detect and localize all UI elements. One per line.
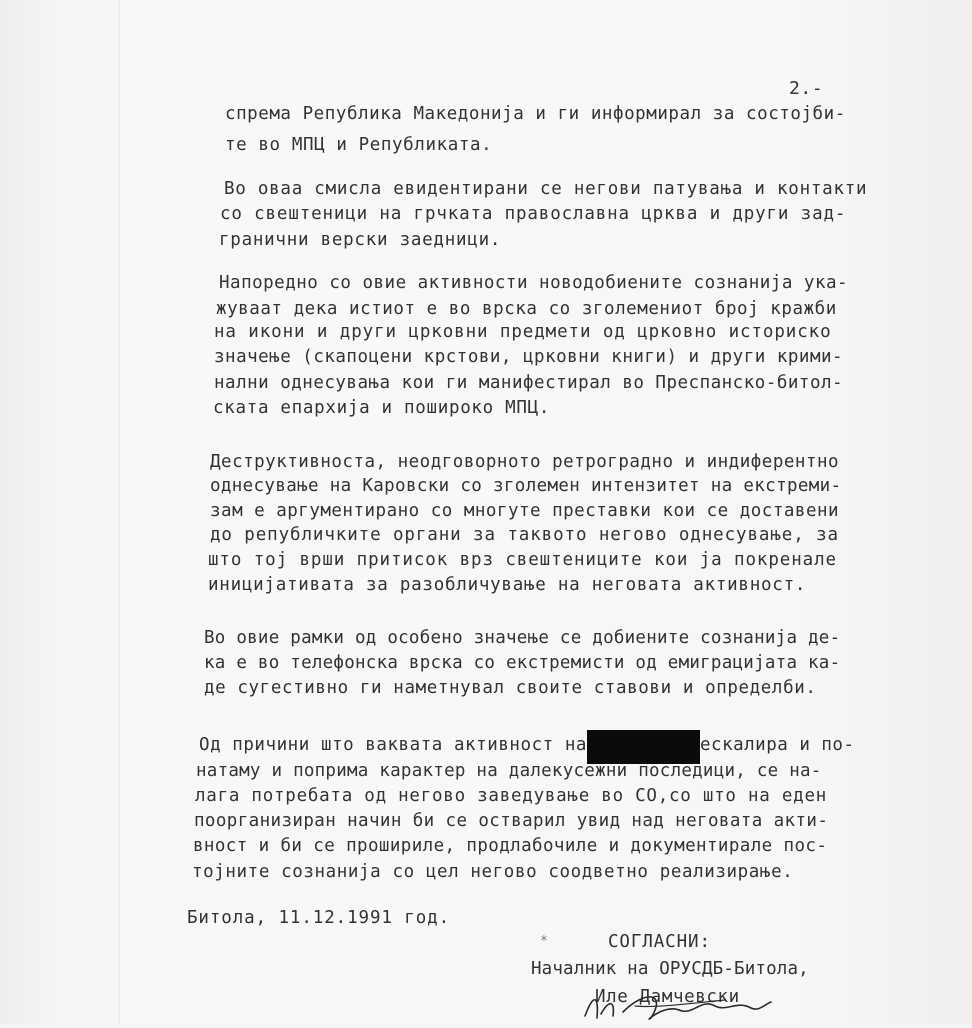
paragraph-5-line-3: де сугестивно ги наметнувал своите ставови и определби.	[204, 678, 817, 698]
paragraph-5-line-1: Во овие рамки од особено значење се добиените сознанија де-	[204, 628, 841, 648]
paragraph-4-line-1: Деструктивноста, неодговорното ретроградно и индиферентно	[210, 452, 840, 472]
paragraph-6-line-1-start: Од причини што ваквата активност на	[199, 735, 588, 755]
paragraph-4-line-6: иницијативата за разобличување на неговата активност.	[208, 575, 807, 595]
agreed-heading: СОГЛАСНИ:	[608, 932, 711, 952]
paragraph-4-line-3: зам е аргументирано со многуте преставки кои се доставени	[210, 501, 840, 521]
paragraph-3-line-2: жуваат дека истиот е во врска со зголемениот број кражби	[216, 299, 837, 319]
paragraph-3-line-6: ската епархија и пошироко МПЦ.	[213, 398, 551, 418]
redaction-block	[587, 730, 700, 764]
paragraph-6-line-2: натаму и поприма карактер на далекусежни последици, се на-	[196, 761, 822, 781]
paragraph-6-line-4: поорганизиран начин би се остварил увид над неговата акти-	[194, 811, 829, 831]
paragraph-3-line-3: на икони и други црковни предмети од црковно историско	[214, 322, 832, 342]
paragraph-6-line-6: тојните сознанија со цел негово соодветно реализирање.	[192, 862, 794, 882]
paragraph-4-line-4: до републичките органи за таквото негово однесување, за	[210, 525, 839, 545]
paragraph-4-line-5: што тој врши притисок врз свештениците кои ја покренале	[208, 550, 837, 570]
paragraph-1-line-1: спрема Република Македонија и ги информирал за состојби-	[225, 104, 846, 124]
paragraph-5-line-2: ка е во телефонска врска со екстремисти од емиграцијата ка-	[204, 653, 841, 673]
page-edge-shadow	[118, 0, 120, 1024]
paragraph-6-line-5: вност и би се прошириле, продлабочиле и документирале пос-	[193, 836, 828, 856]
paragraph-2-line-2: со свештеници на грчката православна црква и други зад-	[220, 204, 847, 224]
page-number: 2.-	[789, 78, 824, 99]
paragraph-2-line-1: Во оваа смисла евидентирани се негови патувања и контакти	[224, 179, 868, 199]
paragraph-3-line-4: значење (скапоцени крстови, црковни книги) и други крими-	[214, 347, 844, 367]
margin-mark: *	[540, 934, 549, 949]
signatory-name: Иле Дамчевски	[595, 987, 740, 1007]
paragraph-1-line-2: те во МПЦ и Републиката.	[225, 135, 493, 155]
handwritten-signature	[575, 986, 775, 1024]
signatory-title: Началник на ОРУСДБ-Битола,	[531, 959, 809, 979]
paragraph-3-line-1: Напоредно со овие активности новодобиените сознанија ука-	[219, 273, 849, 293]
paragraph-6-line-1-end: ескалира и по-	[700, 735, 855, 755]
paragraph-2-line-3: гранични верски заедници.	[219, 230, 502, 250]
paragraph-4-line-2: однесување на Каровски со зголемен интензитет на екстреми-	[210, 476, 842, 496]
place-date: Битола, 11.12.1991 год.	[187, 908, 451, 928]
paragraph-3-line-5: нални однесувања кои ги манифестирал во Преспанско-битол-	[214, 373, 844, 393]
paragraph-6-line-3: лага потребата од негово заведување во СО,со што на еден	[195, 786, 828, 806]
